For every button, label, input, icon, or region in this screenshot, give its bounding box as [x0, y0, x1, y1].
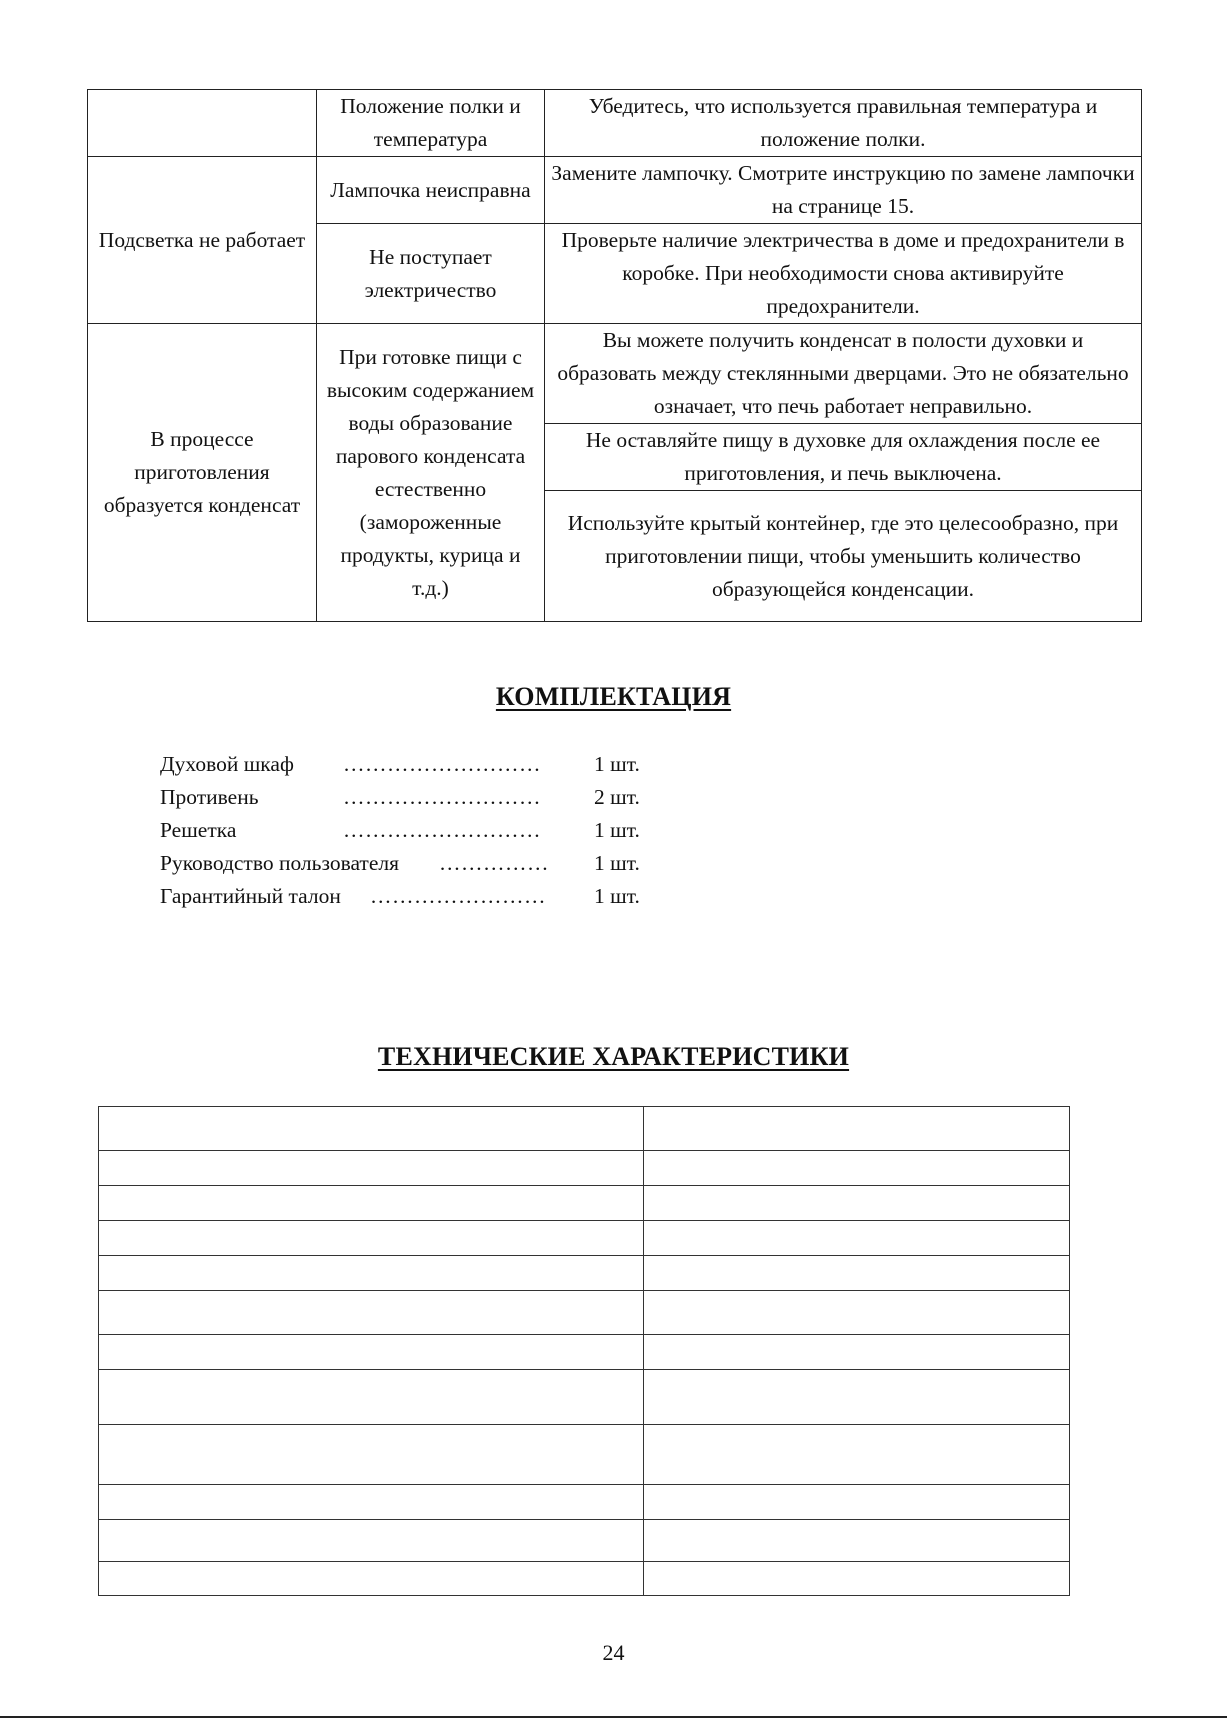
solution-cell: Убедитесь, что используется правильная температура и положение полки.	[545, 90, 1142, 157]
problem-cell: В процессе приготовления образуется конденсат	[88, 324, 317, 622]
table-row	[99, 1425, 1070, 1485]
cause-cell: Положение полки и температура	[317, 90, 545, 157]
table-row	[88, 157, 1142, 224]
cause-cell: Лампочка неисправна	[317, 157, 545, 224]
table-row	[99, 1256, 1070, 1291]
table-row	[99, 1186, 1070, 1221]
table-row	[99, 1107, 1070, 1151]
divider	[0, 1716, 1227, 1718]
table-row	[99, 1291, 1070, 1335]
manual-page: Положение полки и температура Убедитесь, что используется правильная температура и положение полки. Подсветка не работает Лампочка неисправна Замените лампочку. Смотрите инструкцию по замене лампочки на странице 15. Не поступает электричество Проверьте наличие электричества в доме и предохранители в коробке. При необходимости снова активируйте предохранители. В процессе приготовления образуется конденсат При готовке пищи с высоким содержанием воды образование парового конденсата естественно (замороженные продукты, курица и т.д.) Вы можете получить конденсат в полости духовки и образовать между стеклянными дверцами. Это не обязательно означает, что печь работает неправильно. Не оставляйте пищу в духовке для охлаждения после ее приготовления, и печь выключена. Используйте крытый контейнер, где это целесообразно, при приготовлении пищи, чтобы уменьшить количество образующейся конденсации. КОМПЛЕКТАЦИЯ Духовой шкаф ……………………… 1 шт. Противень ……………………… 2 шт. Решетка ……………………… 1 шт. Руководство пользователя …………… 1 шт. Гарантийный талон …………………… 1 шт. ТЕХНИЧЕСКИЕ ХАРАКТЕРИСТИКИ 24	[0, 0, 1227, 1719]
table-row	[99, 1520, 1070, 1562]
table-row	[99, 1221, 1070, 1256]
specs-table	[98, 1106, 1070, 1596]
table-row	[99, 1151, 1070, 1186]
specs-heading: ТЕХНИЧЕСКИЕ ХАРАКТЕРИСТИКИ	[377, 1042, 850, 1071]
table-row	[99, 1370, 1070, 1425]
problem-cell	[88, 90, 317, 157]
cause-cell: Не поступает электричество	[317, 224, 545, 324]
table-row	[88, 90, 1142, 157]
solution-cell: Проверьте наличие электричества в доме и предохранители в коробке. При необходимости снова активируйте предохранители.	[545, 224, 1142, 324]
contents-heading: КОМПЛЕКТАЦИЯ	[495, 682, 732, 711]
table-row	[99, 1485, 1070, 1520]
problem-cell: Подсветка не работает	[88, 157, 317, 324]
solution-cell: Используйте крытый контейнер, где это целесообразно, при приготовлении пищи, чтобы уменьшить количество образующейся конденсации.	[545, 491, 1142, 622]
page-number: 24	[602, 1640, 625, 1665]
solution-cell: Не оставляйте пищу в духовке для охлаждения после ее приготовления, и печь выключена.	[545, 424, 1142, 491]
table-row	[99, 1335, 1070, 1370]
table-row	[99, 1562, 1070, 1596]
cause-cell: При готовке пищи с высоким содержанием воды образование парового конденсата естественно (замороженные продукты, курица и т.д.)	[317, 324, 545, 622]
troubleshooting-table	[87, 89, 1142, 622]
table-row	[88, 324, 1142, 424]
solution-cell: Вы можете получить конденсат в полости духовки и образовать между стеклянными дверцами. Это не обязательно означает, что печь работает неправильно.	[545, 324, 1142, 424]
solution-cell: Замените лампочку. Смотрите инструкцию по замене лампочки на странице 15.	[545, 157, 1142, 224]
